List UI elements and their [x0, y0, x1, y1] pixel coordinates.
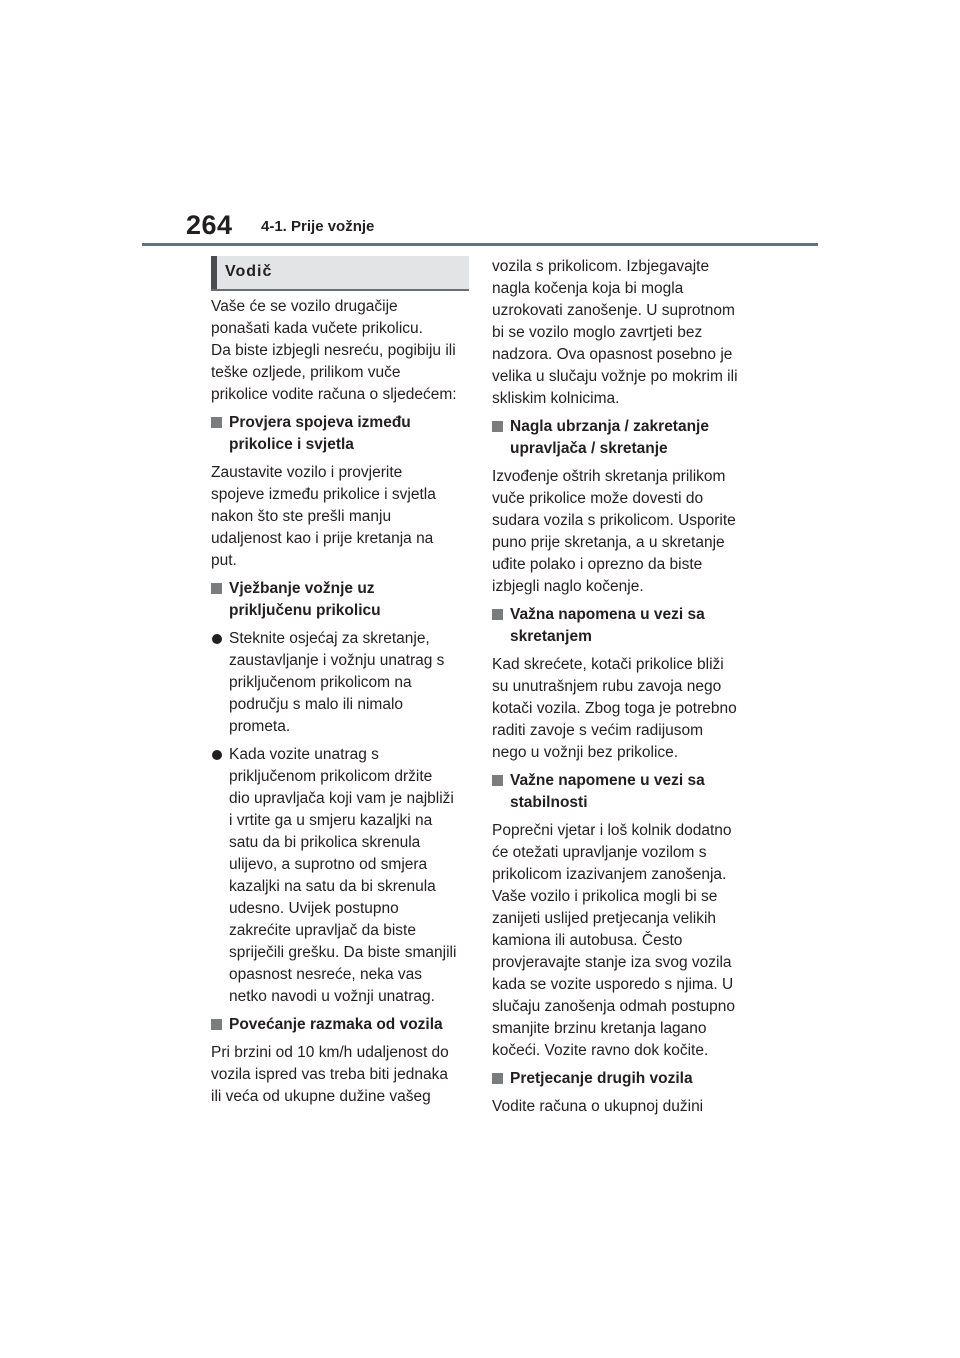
- square-bullet-icon: [492, 775, 503, 786]
- paragraph-stability: Poprečni vjetar i loš kolnik dodatno će otežati upravljanje vozilom s prikolicom izazivanjem zanošenja. Vaše vozilo i prikolica mogli bi se zanijeti uslijed pretjecanja velikih kamiona ili autobusa. Često provjeravajte stanje iza svog vozila kada se vozite usporedo s njima. U slučaju zanošenja odmah postupno smanjite brzinu kretanja lagano kočeći. Vozite ravno dok kočite.: [492, 822, 736, 1059]
- heading-stability: [492, 770, 748, 814]
- round-bullet-icon: [212, 750, 222, 760]
- bullet-item: [211, 744, 467, 1008]
- bullet-text: Steknite osjećaj za skretanje, zaustavljanje i vožnju unatrag s priključenom prikolicom na području s malo ili nimalo prometa.: [229, 630, 445, 735]
- heading-acceleration: [492, 416, 748, 460]
- heading-practice: [211, 578, 467, 622]
- square-bullet-icon: [492, 1073, 503, 1084]
- right-column: [492, 256, 748, 1124]
- heading-distance: [211, 1014, 467, 1036]
- heading-text: Povećanje razmaka od vozila: [229, 1016, 443, 1033]
- bullet-item: [211, 628, 467, 738]
- page-number: 264: [186, 210, 233, 240]
- intro-paragraph: Vaše će se vozilo drugačije ponašati kada vučete prikolicu. Da biste izbjegli nesreću, pogibiju ili teške ozljede, prilikom vuče prikolice vodite računa o sljedećem:: [211, 298, 457, 403]
- heading-text: Pretjecanje drugih vozila: [510, 1070, 693, 1087]
- guide-box: [211, 256, 469, 291]
- paragraph-distance: Pri brzini od 10 km/h udaljenost do vozila ispred vas treba biti jednaka ili veća od ukupne dužine vašeg: [211, 1044, 449, 1105]
- heading-text: Nagla ubrzanja / zakretanje upravljača / skretanje: [510, 418, 709, 457]
- paragraph-overtaking: Vodite računa o ukupnoj dužini: [492, 1098, 704, 1115]
- guide-bar: [211, 256, 217, 289]
- heading-text: Vježbanje vožnje uz priključenu prikolicu: [229, 580, 381, 619]
- heading-text: Važne napomene u vezi sa stabilnosti: [510, 772, 705, 811]
- left-column: [211, 256, 467, 1114]
- heading-turning: [492, 604, 748, 648]
- square-bullet-icon: [492, 609, 503, 620]
- square-bullet-icon: [211, 583, 222, 594]
- heading-overtaking: [492, 1068, 748, 1090]
- paragraph-turning: Kad skrećete, kotači prikolice bliži su unutrašnjem rubu zavoja nego kotači vozila. Zbog toga je potrebno raditi zavoje s većim radijusom nego u vožnji bez prikolice.: [492, 656, 737, 761]
- guide-title: Vodič: [225, 263, 273, 280]
- paragraph-connections: Zaustavite vozilo i provjerite spojeve između prikolice i svjetla nakon što ste prešli manju udaljenost kao i prije kretanja na put.: [211, 464, 436, 569]
- square-bullet-icon: [211, 1019, 222, 1030]
- section-title: 4-1. Prije vožnje: [261, 218, 375, 235]
- paragraph-continued: vozila s prikolicom. Izbjegavajte nagla kočenja koja bi mogla uzrokovati zanošenje. U suprotnom bi se vozilo moglo zavrtjeti bez nadzora. Ova opasnost posebno je velika u slučaju vožnje po mokrim ili skliskim kolnicima.: [492, 258, 738, 407]
- bullet-text: Kada vozite unatrag s priključenom prikolicom držite dio upravljača koji vam je najbliži i vrtite ga u smjeru kazaljki na satu da bi prikolica skrenula ulijevo, a suprotno od smjera kazaljki na satu da bi skrenula udesno. Uvijek postupno zakrećite upravljač da biste spriječili grešku. Da biste smanjili opasnost nesreće, neka vas netko navodi u vožnji unatrag.: [229, 746, 457, 1005]
- round-bullet-icon: [212, 634, 222, 644]
- square-bullet-icon: [492, 421, 503, 432]
- heading-text: Provjera spojeva između prikolice i svjetla: [229, 414, 411, 453]
- square-bullet-icon: [211, 417, 222, 428]
- header-rule: [142, 243, 818, 246]
- paragraph-acceleration: Izvođenje oštrih skretanja prilikom vuče prikolice može dovesti do sudara vozila s prikolicom. Usporite puno prije skretanja, a u skretanje uđite polako i oprezno da biste izbjegli naglo kočenje.: [492, 468, 736, 595]
- heading-text: Važna napomena u vezi sa skretanjem: [510, 606, 705, 645]
- heading-connections: [211, 412, 467, 456]
